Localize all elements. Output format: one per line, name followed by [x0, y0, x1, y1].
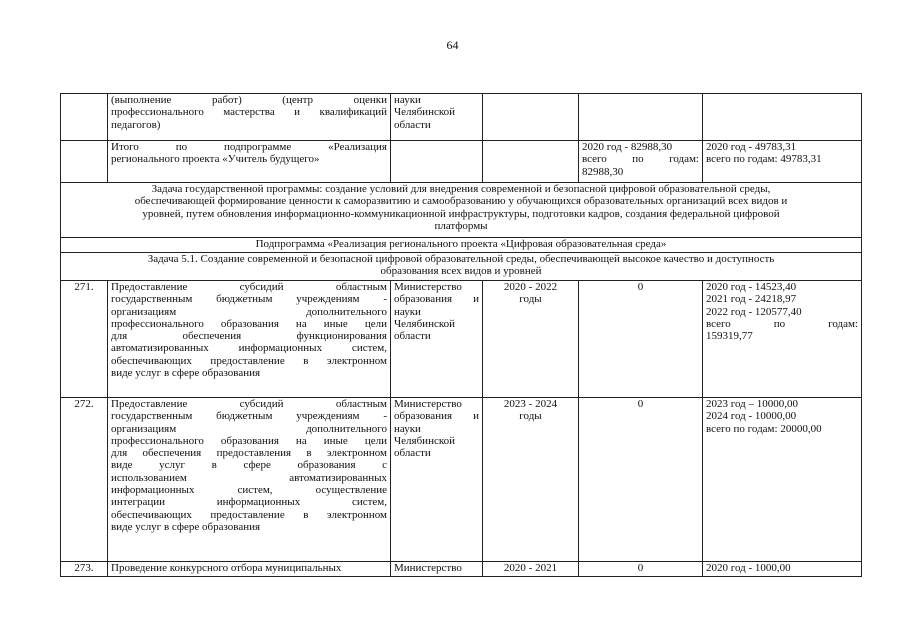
cell-federal: 0	[579, 281, 703, 398]
text-line: образования всех видов и уровней	[380, 265, 542, 278]
table-row	[61, 398, 862, 562]
table-row-continuation	[61, 94, 862, 141]
text-line: 2020 год - 82988,30	[582, 141, 673, 153]
text-line: области	[394, 118, 431, 131]
cell-period	[483, 94, 579, 141]
text-line: интеграции информационных систем,	[111, 496, 387, 509]
cell-name	[108, 141, 391, 183]
text-line: науки	[394, 94, 421, 106]
cell-name	[108, 94, 391, 141]
cell-regional	[703, 94, 862, 141]
cell-executor	[391, 281, 483, 398]
text-line: 2022 год - 120577,40	[706, 305, 802, 318]
cell-name	[108, 562, 391, 577]
table-row-task	[61, 253, 862, 281]
text-line: Челябинской	[394, 434, 456, 447]
text-line: Министерство	[394, 281, 462, 293]
table-row	[61, 562, 862, 577]
cell-regional	[703, 281, 862, 398]
text-line: для обеспечения функционирования	[111, 330, 387, 343]
text-line: 2023 - 2024	[503, 398, 558, 410]
cell-num: 273.	[61, 562, 108, 577]
text-line: области	[394, 330, 431, 343]
text-line: государственным бюджетным учреждениям -	[111, 293, 387, 306]
cell-name	[108, 398, 391, 562]
cell-federal	[579, 141, 703, 183]
task-text	[61, 253, 862, 281]
text-line: для обеспечения предоставления в электронном	[111, 447, 387, 460]
text-line: 2024 год - 10000,00	[706, 410, 797, 423]
text-line: области	[394, 447, 431, 460]
cell-federal: 0	[579, 562, 703, 577]
table-row-subprogram	[61, 238, 862, 253]
text-line: профессионального образования на иные цели	[111, 434, 387, 447]
text-line: информационных систем, осуществление	[111, 484, 387, 497]
cell-period	[483, 562, 579, 577]
text-line: науки	[394, 305, 421, 318]
text-line: Челябинской	[394, 106, 456, 119]
text-line: Проведение конкурсного отбора муниципальных	[111, 562, 342, 574]
cell-federal	[579, 94, 703, 141]
text-line: уровней, путем обновления информационно-коммуникационной инфраструктуры, подготовки кадров, создания федеральной цифровой	[142, 207, 780, 220]
program-table	[60, 93, 862, 577]
text-line: 2020 год - 49783,31	[706, 141, 797, 153]
text-line: государственным бюджетным учреждениям -	[111, 410, 387, 423]
text-line: 2021 год - 24218,97	[706, 293, 797, 306]
cell-name	[108, 281, 391, 398]
text-line: Предоставление субсидий областным	[111, 281, 387, 293]
text-line: Итого по подпрограмме «Реализация	[111, 141, 387, 153]
text-line: профессионального образования на иные цели	[111, 317, 387, 330]
table-row	[61, 281, 862, 398]
text-line: Предоставление субсидий областным	[111, 398, 387, 410]
text-line: 2020 - 2021	[503, 562, 558, 574]
text-line: Министерство	[394, 398, 462, 410]
text-line: Задача государственной программы: создание условий для внедрения современной и безопасной цифровой образовательной среды,	[151, 183, 771, 195]
program-task-text	[61, 183, 862, 238]
text-line: 2020 год - 14523,40	[706, 281, 797, 293]
text-line: платформы	[434, 219, 488, 232]
cell-period	[483, 398, 579, 562]
text-line: организациям дополнительного	[111, 422, 387, 435]
text-line: Министерство	[394, 562, 462, 574]
cell-num	[61, 94, 108, 141]
text-line: всего по годам: 20000,00	[706, 422, 822, 435]
text-line: Задача 5.1. Создание современной и безопасной цифровой образовательной среды, обеспечивающей высокое качество и доступность	[147, 253, 775, 265]
text-line: всего по годам:	[582, 153, 699, 166]
text-line: всего по годам: 49783,31	[706, 153, 822, 166]
text-line: всего по годам:	[706, 317, 858, 330]
text-line: 2023 год – 10000,00	[706, 398, 799, 410]
cell-executor	[391, 94, 483, 141]
cell-regional	[703, 398, 862, 562]
cell-num: 272.	[61, 398, 108, 562]
cell-num	[61, 141, 108, 183]
table-row-total	[61, 141, 862, 183]
cell-period	[483, 281, 579, 398]
subprogram-title: Подпрограмма «Реализация регионального проекта «Цифровая образовательная среда»	[61, 238, 862, 253]
cell-executor	[391, 562, 483, 577]
text-line: обеспечивающей формирование ценности к саморазвитию и самообразованию у обучающихся образовательных организаций всех видов и	[134, 195, 788, 208]
text-line: использованием автоматизированных	[111, 471, 387, 484]
text-line: виде услуг в сфере образования с	[111, 459, 387, 472]
text-line: обеспечивающих предоставление в электронном	[111, 508, 387, 521]
text-line: годы	[519, 293, 542, 306]
cell-period	[483, 141, 579, 183]
text-line: виде услуг в сфере образования	[111, 520, 261, 533]
text-line: 2020 - 2022	[503, 281, 558, 293]
text-line: 2020 год - 1000,00	[706, 562, 791, 574]
text-line: Челябинской	[394, 317, 456, 330]
text-line: 82988,30	[582, 165, 624, 178]
page-number: 64	[446, 38, 459, 52]
text-line: (выполнение работ) (центр оценки	[111, 94, 387, 106]
cell-executor	[391, 141, 483, 183]
text-line: образования и	[394, 293, 479, 306]
cell-executor	[391, 398, 483, 562]
cell-num: 271.	[61, 281, 108, 398]
table-row-program-task	[61, 183, 862, 238]
cell-regional	[703, 141, 862, 183]
text-line: 159319,77	[706, 330, 753, 343]
text-line: обеспечивающих предоставление в электронном	[111, 354, 387, 367]
text-line: годы	[519, 410, 542, 423]
text-line: регионального проекта «Учитель будущего»	[111, 153, 320, 166]
text-line: организациям дополнительного	[111, 305, 387, 318]
text-line: автоматизированных информационных систем,	[111, 342, 387, 355]
text-line: педагогов)	[111, 118, 161, 131]
cell-regional	[703, 562, 862, 577]
text-line: науки	[394, 422, 421, 435]
text-line: образования и	[394, 410, 479, 423]
text-line: профессионального мастерства и квалификаций	[111, 106, 387, 119]
text-line: виде услуг в сфере образования	[111, 367, 261, 380]
cell-federal: 0	[579, 398, 703, 562]
